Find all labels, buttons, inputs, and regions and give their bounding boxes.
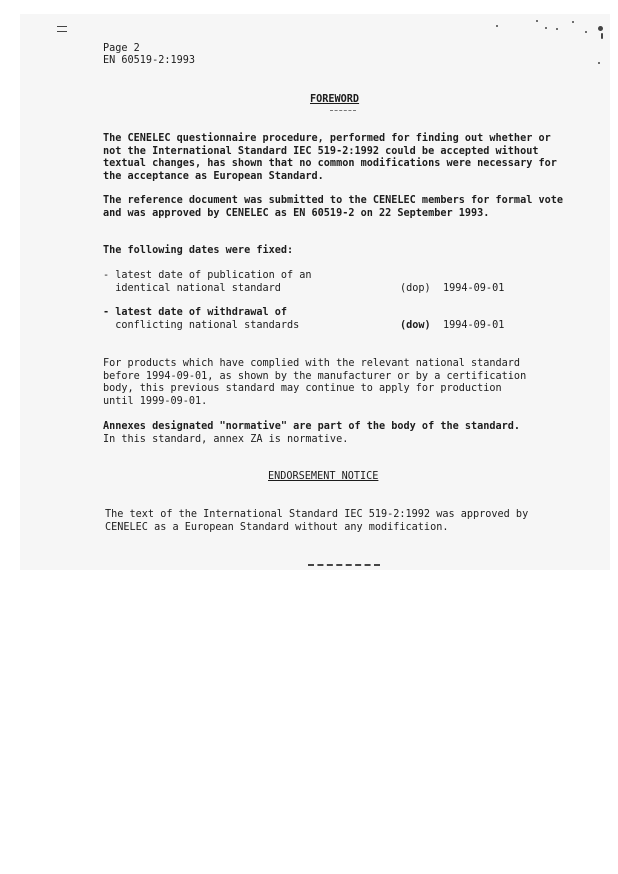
scan-speck [598, 62, 600, 64]
scan-speck [601, 33, 603, 39]
scan-speck [536, 20, 538, 22]
title-underline-mark [330, 110, 356, 111]
date-item-date: 1994-09-01 [443, 320, 505, 331]
scan-speck [556, 28, 558, 30]
date-item-code: (dop) [400, 283, 431, 294]
endorsement-line: CENELEC as a European Standard without any modification. [105, 521, 449, 533]
para3-line: until 1999-09-01. [103, 395, 208, 407]
dates-intro: The following dates were fixed: [103, 245, 294, 256]
para1-line: not the International Standard IEC 519-2:1992 could be accepted without [103, 145, 539, 157]
para3-line: before 1994-09-01, as shown by the manufacturer or by a certification [103, 370, 527, 382]
standard-reference: EN 60519-2:1993 [103, 55, 196, 66]
date-item-label: identical national standard [103, 283, 281, 294]
scan-speck [585, 31, 587, 33]
date-item-code: (dow) [400, 320, 431, 331]
para2-line: The reference document was submitted to the CENELEC members for formal vote [103, 195, 564, 206]
foreword-title: FOREWORD [310, 94, 360, 105]
scan-speck [598, 26, 603, 31]
para4-line: Annexes designated "normative" are part of the body of the standard. [103, 421, 521, 432]
page-number: Page 2 [103, 43, 140, 54]
endorsement-line: The text of the International Standard IEC 519-2:1992 was approved by [105, 509, 529, 520]
date-item-label: - latest date of publication of an [103, 270, 312, 281]
para1-line: the acceptance as European Standard. [103, 170, 324, 182]
para2-line: and was approved by CENELEC as EN 60519-2 on 22 September 1993. [103, 207, 490, 219]
para3-line: For products which have complied with the relevant national standard [103, 358, 521, 369]
date-item-label: conflicting national standards [103, 320, 300, 331]
para1-line: The CENELEC questionnaire procedure, performed for finding out whether or [103, 133, 551, 144]
closing-divider [308, 564, 380, 566]
scan-speck [572, 21, 574, 23]
para4-line: In this standard, annex ZA is normative. [103, 433, 349, 445]
scan-speck [545, 27, 547, 29]
equals-mark [57, 26, 67, 32]
endorsement-title: ENDORSEMENT NOTICE [268, 471, 379, 482]
scan-speck [496, 25, 498, 27]
para1-line: textual changes, has shown that no common modifications were necessary for [103, 158, 557, 169]
date-item-date: 1994-09-01 [443, 283, 505, 294]
para3-line: body, this previous standard may continue to apply for production [103, 383, 502, 394]
date-item-label: - latest date of withdrawal of [103, 307, 288, 318]
